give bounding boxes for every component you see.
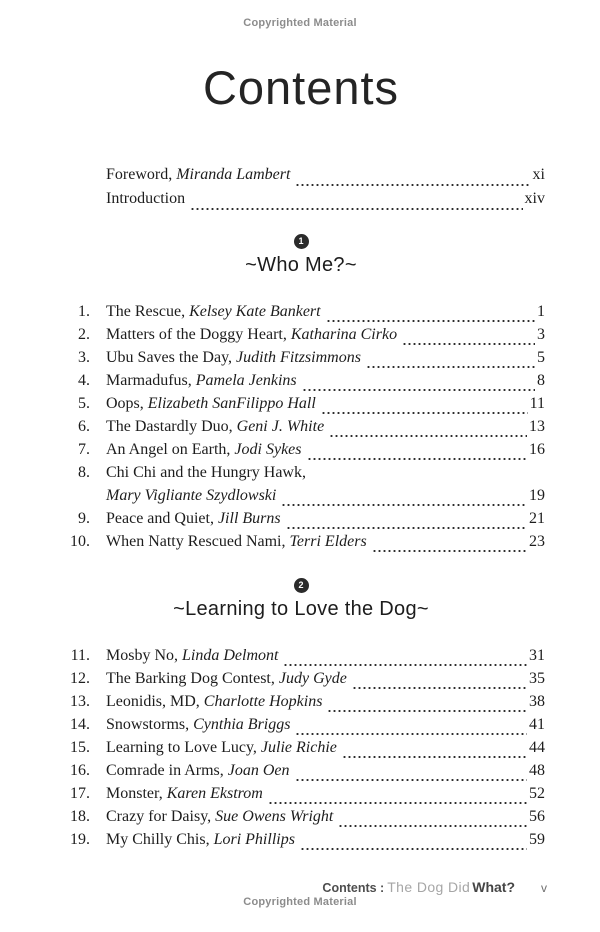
- dot-leader: [283, 664, 527, 666]
- toc-section: [57, 234, 545, 556]
- toc-entry: [57, 533, 545, 556]
- toc-entry: [57, 762, 545, 785]
- page-title: Contents: [202, 61, 400, 114]
- dot-leader: [307, 458, 528, 460]
- entry-number: 1.: [78, 303, 90, 320]
- dot-leader: [338, 825, 527, 827]
- entry-page-number: 11: [529, 395, 545, 412]
- entry-number: 9.: [78, 510, 90, 527]
- section-number-badge: 1: [294, 234, 309, 249]
- toc-entry: [57, 441, 545, 464]
- entry-author: Judy Gyde: [278, 670, 347, 687]
- entry-page-number: 19: [529, 487, 545, 504]
- toc-entry: [57, 372, 545, 395]
- entry-title: Monster, Karen Ekstrom: [106, 785, 263, 802]
- entry-number: 15.: [70, 739, 90, 756]
- dot-leader: [342, 756, 527, 758]
- section-entry-list: [57, 303, 545, 556]
- dot-leader: [302, 389, 535, 391]
- entry-author: Karen Ekstrom: [166, 785, 263, 802]
- toc-entry: [57, 349, 545, 372]
- entry-number: 4.: [78, 372, 90, 389]
- dot-leader: [321, 412, 528, 414]
- footer-section-label: Contents :: [322, 881, 385, 895]
- entry-number: 8.: [78, 464, 90, 481]
- dot-leader: [295, 184, 530, 186]
- toc-entry: [57, 510, 545, 533]
- toc-entry: [57, 831, 545, 854]
- toc-entry: [57, 808, 545, 831]
- toc-section: [57, 578, 545, 854]
- copyright-notice-top: Copyrighted Material: [243, 17, 357, 29]
- entry-number: 6.: [78, 418, 90, 435]
- footer-book-title-light: The Dog Did: [387, 879, 471, 895]
- entry-title: Oops, Elizabeth SanFilippo Hall: [106, 395, 316, 412]
- entry-page-number: 48: [529, 762, 545, 779]
- dot-leader: [268, 802, 527, 804]
- entry-page-number: 13: [529, 418, 545, 435]
- entry-author: Geni J. White: [236, 418, 325, 435]
- entry-number: 16.: [70, 762, 90, 779]
- entry-page-number: 38: [529, 693, 545, 710]
- entry-number: 7.: [78, 441, 90, 458]
- entry-page-number: 56: [529, 808, 545, 825]
- entry-title: The Barking Dog Contest, Judy Gyde: [106, 670, 347, 687]
- entry-number: 18.: [70, 808, 90, 825]
- entry-title: Comrade in Arms, Joan Oen: [106, 762, 290, 779]
- entry-page-number: 5: [537, 349, 545, 366]
- entry-page-number: 1: [537, 303, 545, 320]
- entry-title: Foreword, Miranda Lambert: [106, 166, 291, 183]
- entry-number: 19.: [70, 831, 90, 848]
- toc-entry: [57, 739, 545, 762]
- entry-number: 2.: [78, 326, 90, 343]
- toc-entry: [57, 303, 545, 326]
- entry-number: 13.: [70, 693, 90, 710]
- entry-title: The Rescue, Kelsey Kate Bankert: [106, 303, 321, 320]
- dot-leader: [326, 320, 535, 322]
- dot-leader: [402, 343, 535, 345]
- toc-entry: [57, 395, 545, 418]
- entry-title: When Natty Rescued Nami, Terri Elders: [106, 533, 367, 550]
- entry-title: [106, 487, 276, 505]
- entry-author: Charlotte Hopkins: [203, 693, 323, 710]
- entry-author: Katharina Cirko: [290, 326, 398, 343]
- entry-page-number: 21: [529, 510, 545, 527]
- entry-title: Matters of the Doggy Heart, Katharina Cirko: [106, 326, 398, 343]
- entry-author: Sue Owens Wright: [215, 808, 334, 825]
- toc-entry: [57, 464, 545, 487]
- entry-author: Cynthia Briggs: [193, 716, 291, 733]
- toc-entry: [57, 785, 545, 808]
- entry-page-number: 16: [529, 441, 545, 458]
- entry-author: Terri Elders: [289, 533, 367, 550]
- entry-title: My Chilly Chis, Lori Phillips: [106, 831, 295, 848]
- toc-entry: [57, 670, 545, 693]
- entry-title: Snowstorms, Cynthia Briggs: [106, 716, 291, 733]
- entry-title: An Angel on Earth, Jodi Sykes: [106, 441, 302, 458]
- entry-page-number: xi: [532, 166, 545, 183]
- entry-author: Lori Phillips: [213, 831, 295, 848]
- section-number-badge: 2: [294, 578, 309, 593]
- entry-author: Judith Fitzsimmons: [236, 349, 361, 366]
- dot-leader: [329, 435, 527, 437]
- entry-number: 10.: [70, 533, 90, 550]
- entry-title: The Dastardly Duo, Geni J. White: [106, 418, 325, 435]
- toc-entry: [57, 326, 545, 349]
- entry-number: 17.: [70, 785, 90, 802]
- entry-number: 14.: [70, 716, 90, 733]
- toc-entry: [57, 487, 545, 510]
- section-entry-list: [57, 647, 545, 854]
- entry-page-number: 59: [529, 831, 545, 848]
- entry-title: Crazy for Daisy, Sue Owens Wright: [106, 808, 334, 825]
- dot-leader: [295, 733, 527, 735]
- entry-author: Mary Vigliante Szydlowski: [106, 487, 277, 504]
- entry-author: Julie Richie: [260, 739, 337, 756]
- entry-page-number: 3: [537, 326, 545, 343]
- entry-number: 12.: [70, 670, 90, 687]
- toc-entry: [57, 647, 545, 670]
- section-title: ~Who Me?~: [245, 254, 357, 276]
- dot-leader: [366, 366, 535, 368]
- footer-book-title-bold: What?: [472, 879, 515, 895]
- section-title: ~Learning to Love the Dog~: [173, 598, 429, 620]
- dot-leader: [372, 550, 527, 552]
- toc-entry: [57, 693, 545, 716]
- entry-title: Introduction: [106, 190, 186, 207]
- entry-page-number: 41: [529, 716, 545, 733]
- footer-page-number: v: [541, 881, 547, 895]
- entry-author: Pamela Jenkins: [195, 372, 297, 389]
- toc-entry: [57, 190, 545, 214]
- entry-author: Kelsey Kate Bankert: [189, 303, 321, 320]
- dot-leader: [352, 687, 527, 689]
- page-footer: [322, 879, 547, 897]
- entry-number: 11.: [70, 647, 90, 664]
- dot-leader: [286, 527, 527, 529]
- entry-page-number: 35: [529, 670, 545, 687]
- front-matter-list: [57, 166, 545, 214]
- entry-page-number: 23: [529, 533, 545, 550]
- dot-leader: [281, 504, 527, 506]
- entry-title: Marmadufus, Pamela Jenkins: [106, 372, 297, 389]
- entry-page-number: 8: [537, 372, 545, 389]
- entry-page-number: xiv: [524, 190, 545, 207]
- entry-author: Miranda Lambert: [176, 166, 291, 183]
- entry-title: Learning to Love Lucy, Julie Richie: [106, 739, 337, 756]
- entry-title: Mosby No, Linda Delmont: [106, 647, 279, 664]
- entry-page-number: 52: [529, 785, 545, 802]
- entry-author: Jodi Sykes: [234, 441, 302, 458]
- entry-page-number: 31: [529, 647, 545, 664]
- entry-number: 3.: [78, 349, 90, 366]
- toc-entry: [57, 418, 545, 441]
- dot-leader: [327, 710, 527, 712]
- entry-title: Leonidis, MD, Charlotte Hopkins: [106, 693, 323, 710]
- entry-title: Chi Chi and the Hungry Hawk,: [106, 464, 306, 481]
- entry-author: Linda Delmont: [182, 647, 279, 664]
- toc-entry: [57, 166, 545, 190]
- sections: [57, 234, 545, 854]
- dot-leader: [300, 848, 527, 850]
- entry-title: Ubu Saves the Day, Judith Fitzsimmons: [106, 349, 361, 366]
- entry-page-number: 44: [529, 739, 545, 756]
- dot-leader: [295, 779, 527, 781]
- dot-leader: [190, 208, 522, 210]
- entry-author: Jill Burns: [217, 510, 281, 527]
- copyright-notice-bottom: Copyrighted Material: [243, 896, 357, 908]
- entry-author: Joan Oen: [227, 762, 290, 779]
- entry-title: Peace and Quiet, Jill Burns: [106, 510, 281, 527]
- entry-number: 5.: [78, 395, 90, 412]
- entry-author: Elizabeth SanFilippo Hall: [147, 395, 316, 412]
- toc-entry: [57, 716, 545, 739]
